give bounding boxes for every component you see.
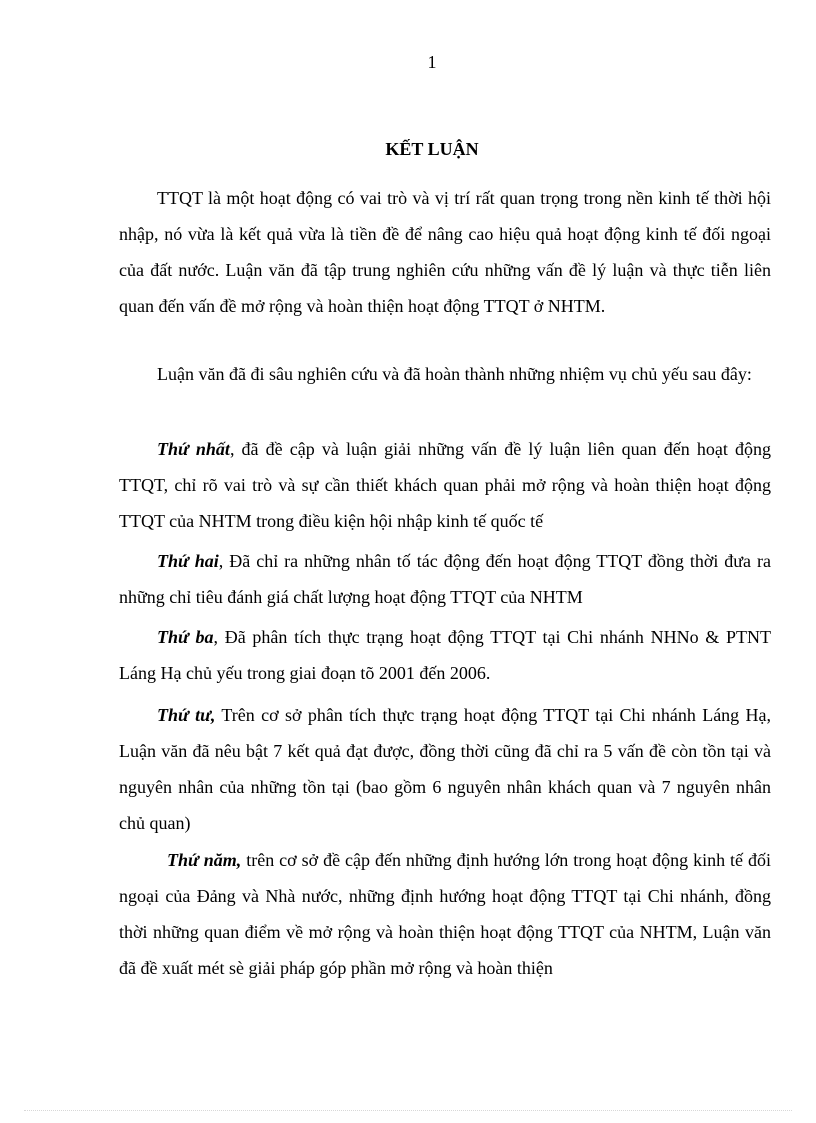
paragraph-first-lead: Thứ nhất [157, 439, 230, 459]
paragraph-third [119, 619, 771, 691]
paragraph-third-lead: Thứ ba [157, 627, 214, 647]
paragraph-tasks [119, 356, 771, 392]
paragraph-fifth-lead: Thứ năm, [167, 850, 242, 870]
paragraph-fourth-lead: Thứ tư, [157, 705, 216, 725]
paragraph-tasks-text: Luận văn đã đi sâu nghiên cứu và đã hoàn thành những nhiệm vụ chủ yếu sau đây: [157, 364, 752, 384]
paragraph-second [119, 543, 771, 615]
page-number: 1 [427, 52, 437, 72]
paragraph-third-text: , Đã phân tích thực trạng hoạt động TTQT tại Chi nhánh NHNo & PTNT Láng Hạ chủ yếu trong giai đoạn tõ 2001 đến 2006. [119, 627, 771, 683]
paragraph-first [119, 431, 771, 539]
page-title: KẾT LUẬN [385, 139, 479, 159]
paragraph-fifth-text: trên cơ sở đề cập đến những định hướng lớn trong hoạt động kinh tế đối ngoại của Đảng và Nhà nước, những định hướng hoạt động TTQT tại Chi nhánh, đồng thời những quan điểm về mở rộng và hoàn thiện hoạt động TTQT của NHTM, Luận văn đã đề xuất mét sè giải pháp góp phần mở rộng và hoàn thiện [119, 850, 771, 978]
page-bottom-divider [24, 1110, 792, 1111]
paragraph-intro [119, 180, 771, 324]
paragraph-second-lead: Thứ hai [157, 551, 219, 571]
paragraph-fourth [119, 697, 771, 841]
paragraph-fifth [119, 842, 771, 986]
paragraph-fourth-text: Trên cơ sở phân tích thực trạng hoạt động TTQT tại Chi nhánh Láng Hạ, Luận văn đã nêu bật 7 kết quả đạt được, đồng thời cũng đã chỉ ra 5 vấn đề còn tồn tại và nguyên nhân của những tồn tại (bao gồm 6 nguyên nhân khách quan và 7 nguyên nhân chủ quan) [119, 705, 772, 833]
paragraph-first-text: , đã đề cập và luận giải những vấn đề lý luận liên quan đến hoạt động TTQT, chỉ rõ vai trò và sự cần thiết khách quan phải mở rộng và hoàn thiện hoạt động TTQT của NHTM trong điều kiện hội nhập kinh tế quốc tế [119, 439, 771, 531]
paragraph-intro-text: TTQT là một hoạt động có vai trò và vị trí rất quan trọng trong nền kinh tế thời hội nhập, nó vừa là kết quả vừa là tiền đề để nâng cao hiệu quả hoạt động kinh tế đối ngoại của đất nước. Luận văn đã tập trung nghiên cứu những vấn đề lý luận và thực tiễn liên quan đến vấn đề mở rộng và hoàn thiện hoạt động TTQT ở NHTM. [119, 188, 771, 316]
paragraph-second-text: , Đã chỉ ra những nhân tố tác động đến hoạt động TTQT đồng thời đưa ra những chỉ tiêu đánh giá chất lượng hoạt động TTQT của NHTM [119, 551, 772, 607]
